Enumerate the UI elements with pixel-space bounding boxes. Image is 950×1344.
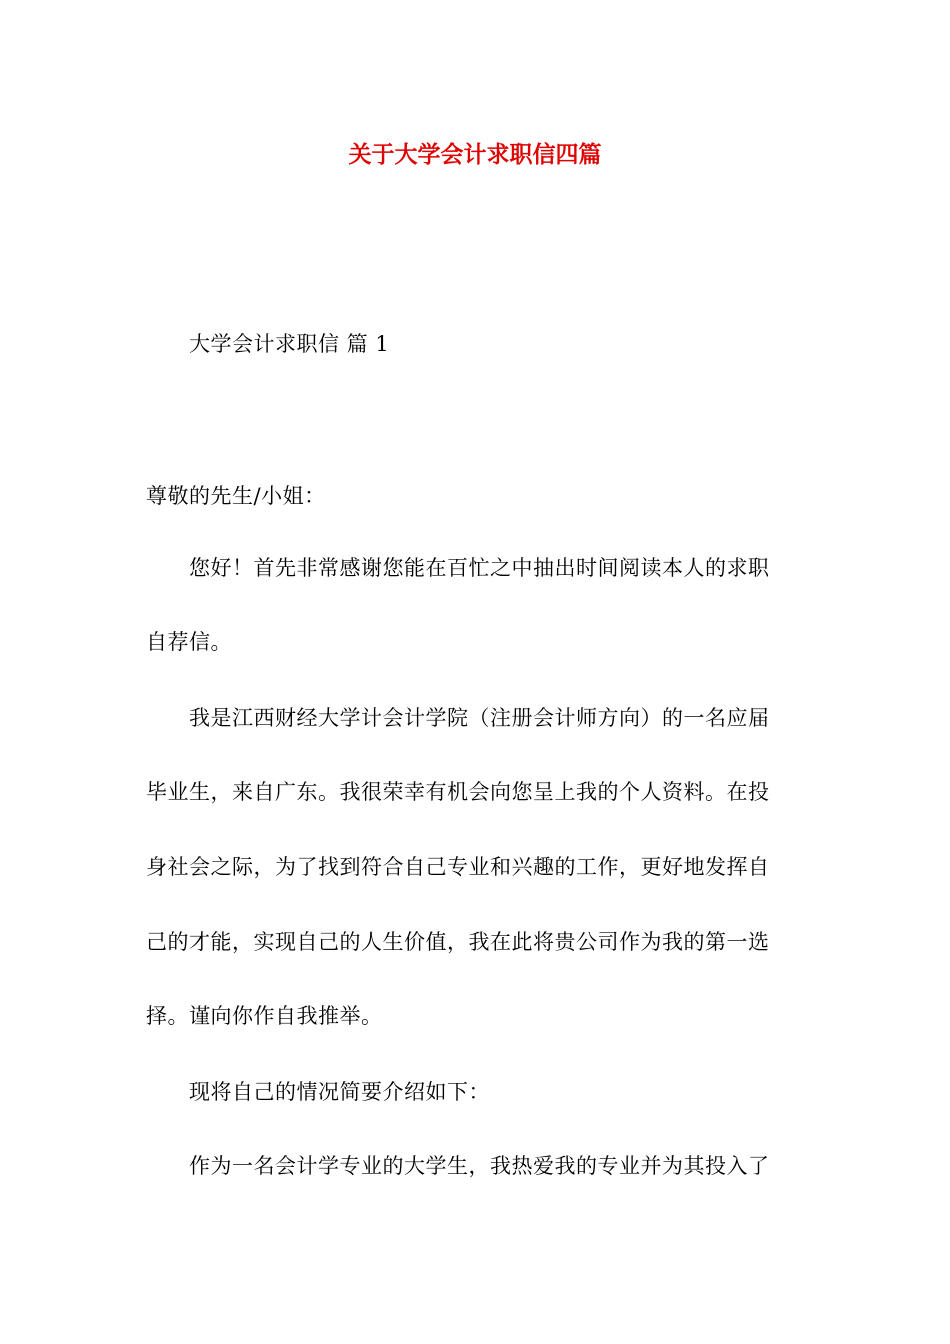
- paragraph-line: 择。谨向你作自我推举。: [146, 1004, 383, 1028]
- document-title: 关于大学会计求职信四篇: [348, 142, 602, 168]
- paragraph-line: 您好！首先非常感谢您能在百忙之中抽出时间阅读本人的求职: [189, 556, 770, 580]
- section-heading: 大学会计求职信 篇 1: [189, 332, 390, 356]
- salutation: 尊敬的先生/小姐：: [146, 484, 326, 508]
- paragraph-line: 自荐信。: [146, 630, 232, 654]
- paragraph-line: 现将自己的情况简要介绍如下：: [189, 1080, 490, 1104]
- paragraph-line: 身社会之际，为了找到符合自己专业和兴趣的工作，更好地发挥自: [146, 855, 770, 879]
- paragraph-line: 毕业生，来自广东。我很荣幸有机会向您呈上我的个人资料。在投: [146, 780, 770, 804]
- paragraph-line: 作为一名会计学专业的大学生，我热爱我的专业并为其投入了: [189, 1154, 770, 1178]
- paragraph-line: 己的才能，实现自己的人生价值，我在此将贵公司作为我的第一选: [146, 930, 770, 954]
- paragraph-line: 我是江西财经大学计会计学院（注册会计师方向）的一名应届: [189, 706, 770, 730]
